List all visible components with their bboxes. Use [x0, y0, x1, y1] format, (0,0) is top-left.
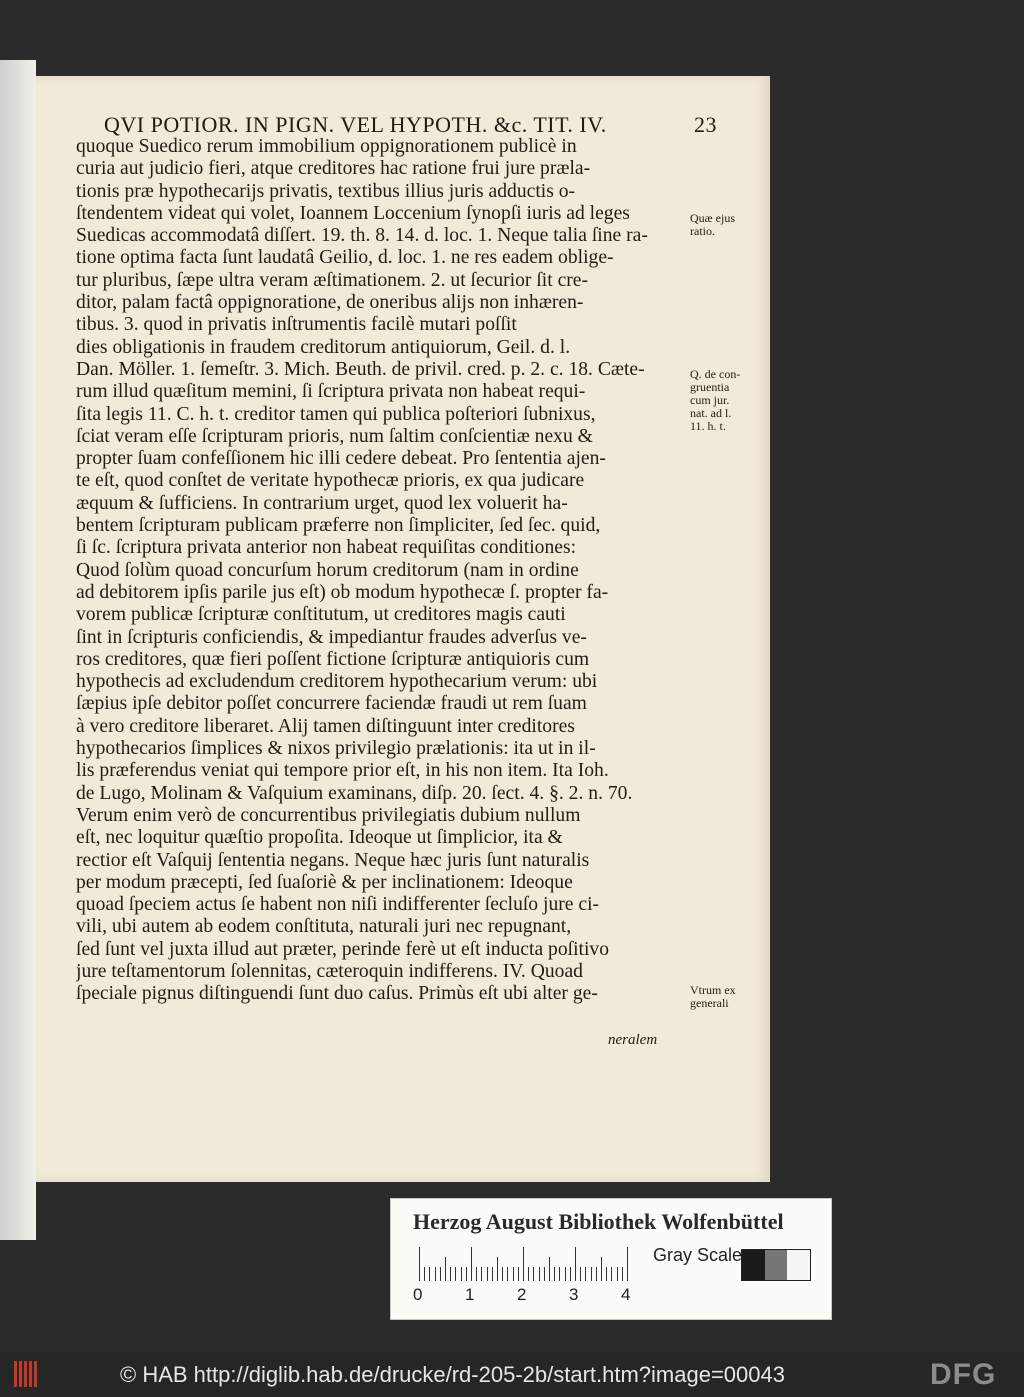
text-line: Dan. Möller. 1. ſemeſtr. 3. Mich. Beuth. de privil. cred. p. 2. c. 18. Cæte- — [76, 358, 645, 380]
dfg-logo: DFG — [930, 1358, 997, 1391]
body-text — [76, 136, 726, 1006]
text-line: ſtendentem videat qui volet, Ioannem Loccenium ſynopſi iuris ad leges — [76, 202, 630, 224]
gray-scale-label: Gray Scale — [653, 1245, 743, 1265]
ruler-tick — [617, 1267, 618, 1281]
text-line: Verum enim verò de concurrentibus privilegiatis dubium nullum — [76, 804, 581, 826]
ruler-tick — [601, 1257, 602, 1281]
text-line: curia aut judicio fieri, atque creditores hac ratione frui jure præla- — [76, 158, 591, 180]
gray-swatch — [787, 1250, 810, 1280]
text-line: vorem publicæ ſcripturæ conſtitutum, ut creditores magis cauti — [76, 604, 566, 626]
ruler-tick — [580, 1267, 581, 1281]
text-line: lis præferendus veniat qui tempore prior eſt, in his non item. Ita Ioh. — [76, 760, 609, 782]
text-line: ad debitorem ipſis parile jus eſt) ob modum hypothecæ ſ. propter fa- — [76, 581, 609, 603]
page-number: 23 — [694, 112, 717, 137]
ruler-tick — [585, 1267, 586, 1281]
text-line: te eſt, quod conſtet de veritate hypothecæ prioris, ex qua judicare — [76, 470, 585, 492]
ruler-number: 4 — [621, 1285, 631, 1304]
text-line: per modum præcepti, ſed ſuaſoriè & per inclinationem: Ideoque — [76, 871, 573, 893]
ruler-tick — [554, 1267, 555, 1281]
ruler-number: 3 — [569, 1285, 579, 1304]
ruler-tick — [466, 1267, 467, 1281]
ruler-tick — [591, 1267, 592, 1281]
book-page — [36, 76, 770, 1182]
ruler-number: 1 — [465, 1285, 475, 1304]
text-line: eſt, nec loquitur quæſtio propoſita. Ideoque ut ſimplicior, ita & — [76, 827, 563, 849]
ruler-tick — [539, 1267, 540, 1281]
ruler-tick — [502, 1267, 503, 1281]
gray-swatch — [765, 1250, 788, 1280]
ruler-tick — [606, 1267, 607, 1281]
text-line: quoque Suedico rerum immobilium oppignorationem publicè in — [76, 136, 577, 157]
ruler-tick — [513, 1267, 514, 1281]
library-name: Herzog August Bibliothek Wolfenbüttel — [413, 1209, 784, 1234]
text-line: tur pluribus, ſæpe ultra veram æſtimationem. 2. ut ſecurior ſit cre- — [76, 269, 589, 291]
text-line: bentem ſcripturam publicam præferre non ſimpliciter, ſed ſec. quid, — [76, 515, 601, 537]
ruler-tick — [440, 1267, 441, 1281]
text-line: hypothecarios ſimplices & nixos privilegio prælationis: ita ut in il- — [76, 738, 596, 760]
text-line: æquum & ſufficiens. In contrarium urget, quod lex voluerit ha- — [76, 492, 568, 514]
ruler-tick — [471, 1247, 472, 1281]
ruler-tick — [497, 1257, 498, 1281]
ruler-tick — [424, 1267, 425, 1281]
text-line: quoad ſpeciem actus ſe habent non niſi indifferenter ſecluſo jure ci- — [76, 894, 600, 916]
text-line: ſpeciale pignus diſtinguendi ſunt duo caſus. Primùs eſt ubi alter ge- — [76, 983, 598, 1005]
ruler-tick — [435, 1267, 436, 1281]
text-line: jure teſtamentorum ſolennitas, cæteroquin indifferens. IV. Quoad — [76, 960, 583, 982]
ruler-tick — [596, 1267, 597, 1281]
running-header — [104, 112, 724, 138]
catchword: neralem — [608, 1032, 658, 1048]
ruler-number: 0 — [413, 1285, 423, 1304]
ruler-tick — [492, 1267, 493, 1281]
ruler-tick — [445, 1257, 446, 1281]
barcode-icon — [14, 1361, 40, 1387]
ruler-tick — [461, 1267, 462, 1281]
ruler-labels — [413, 1285, 653, 1305]
text-line: Quod ſolùm quoad concurſum horum creditorum (nam in ordine — [76, 559, 579, 581]
marginal-note: Q. de con- gruentia cum jur. nat. ad l. 11. h. t. — [690, 367, 741, 433]
text-line: tionis præ hypothecarijs privatis, textibus illius juris adductis o- — [76, 180, 576, 202]
text-line: ſi ſc. ſcriptura privata anterior non habeat requiſitas conditiones: — [76, 537, 577, 559]
ruler-tick — [559, 1267, 560, 1281]
ruler-tick — [533, 1267, 534, 1281]
header-title: QVI POTIOR. IN PIGN. VEL HYPOTH. &c. TIT. IV. — [104, 112, 607, 137]
text-line: propter ſuam confeſſionem hic illi cedere debeat. Pro ſententia ajen- — [76, 448, 606, 470]
ruler-number: 2 — [517, 1285, 527, 1304]
marginal-note: Vtrum ex generali — [690, 983, 736, 1010]
text-line: ſæpius ipſe debitor poſſet concurrere faciendæ fraudi ut rem ſuam — [76, 693, 587, 715]
text-line: ſed ſunt vel juxta illud aut præter, perinde ferè ut eſt inducta poſitivo — [76, 938, 610, 960]
text-line: Suedicas accommodatâ diſſert. 19. th. 8. 14. d. loc. 1. Neque talia ſine ra- — [76, 225, 648, 247]
text-line: ros creditores, quæ fieri poſſent fictione ſcripturæ antiquioris cum — [76, 648, 590, 670]
ruler-tick — [476, 1267, 477, 1281]
text-line: tione optima facta ſunt laudatâ Geilio, d. loc. 1. ne res eadem oblige- — [76, 247, 614, 269]
text-line: rum illud quæſitum memini, ſi ſcriptura privata non habeat requi- — [76, 381, 586, 403]
text-line: rectior eſt Vaſquij ſententia negans. Neque hæc juris ſunt naturalis — [76, 849, 590, 871]
ruler-tick — [528, 1267, 529, 1281]
text-line: hypothecis ad excludendum creditorem hypothecarium verum: ubi — [76, 671, 598, 693]
footer-bar — [0, 1352, 1024, 1397]
ruler-tick — [507, 1267, 508, 1281]
text-line: tibus. 3. quod in privatis inſtrumentis facilè mutari poſſit — [76, 314, 517, 336]
ruler-tick — [419, 1247, 420, 1281]
ruler-tick — [481, 1267, 482, 1281]
ruler-tick — [518, 1267, 519, 1281]
measurement-ruler — [419, 1245, 639, 1281]
ruler-tick — [565, 1267, 566, 1281]
text-line: ſita legis 11. C. h. t. creditor tamen qui publica poſteriori ſubnixus, — [76, 403, 596, 425]
ruler-tick — [429, 1267, 430, 1281]
text-line: ſciat veram eſſe ſcripturam prioris, num ſaltim conſcientiæ nexu & — [76, 425, 593, 447]
gray-swatch — [742, 1250, 765, 1280]
ruler-tick — [487, 1267, 488, 1281]
ruler-tick — [450, 1267, 451, 1281]
adjacent-page-edge — [0, 60, 36, 1240]
ruler-tick — [455, 1267, 456, 1281]
text-line: ditor, palam factâ oppignoratione, de oneribus alijs non inhæren- — [76, 292, 584, 314]
marginal-note: Quæ ejus ratio. — [690, 211, 735, 238]
ruler-tick — [544, 1267, 545, 1281]
ruler-tick — [575, 1247, 576, 1281]
ruler-tick — [570, 1267, 571, 1281]
footer-url[interactable]: © HAB http://diglib.hab.de/drucke/rd-205-2b/start.htm?image=00043 — [120, 1362, 785, 1387]
ruler-tick — [611, 1267, 612, 1281]
ruler-tick — [549, 1257, 550, 1281]
text-line: vili, ubi autem ab eodem conſtituta, naturali juri nec repugnant, — [76, 916, 572, 938]
text-line: dies obligationis in fraudem creditorum antiquiorum, Geil. d. l. — [76, 336, 571, 358]
library-color-card — [390, 1198, 832, 1320]
ruler-tick — [622, 1267, 623, 1281]
gray-scale-swatches — [741, 1249, 811, 1281]
text-line: de Lugo, Molinam & Vaſquium examinans, diſp. 20. ſect. 4. §. 2. n. 70. — [76, 782, 633, 804]
text-line: à vero creditore liberaret. Alij tamen diſtinguunt inter creditores — [76, 715, 575, 737]
text-line: ſint in ſcripturis conficiendis, & impediantur fraudes adverſus ve- — [76, 626, 587, 648]
ruler-tick — [627, 1247, 628, 1281]
ruler-tick — [523, 1247, 524, 1281]
